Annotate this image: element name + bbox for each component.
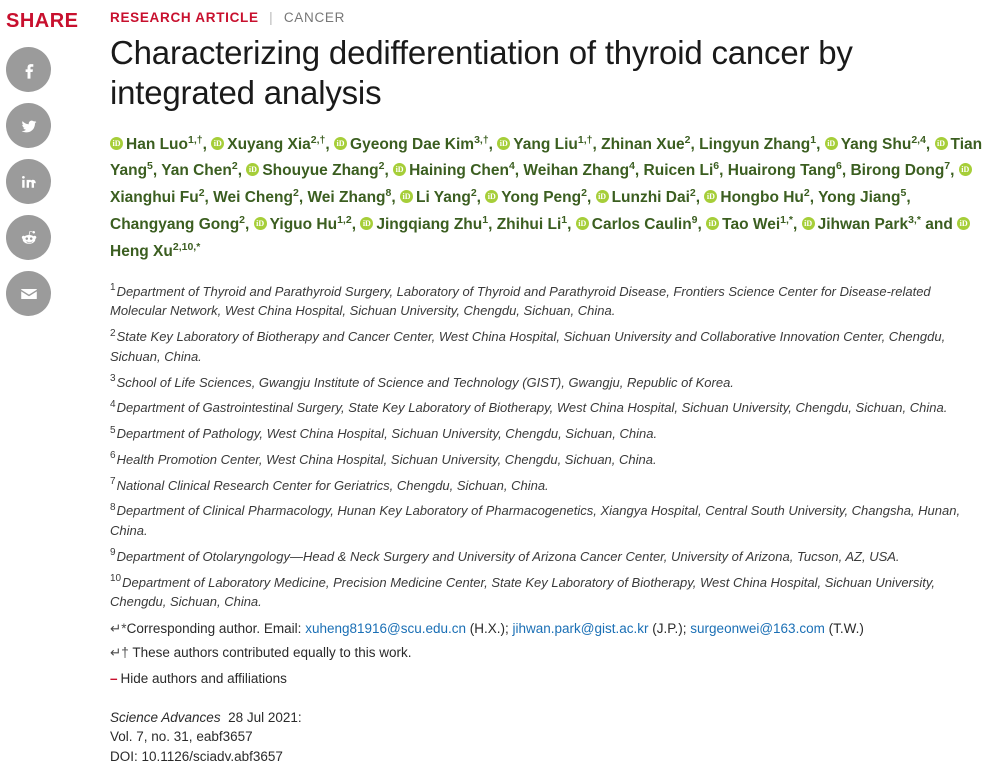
kicker-separator: | — [269, 10, 274, 25]
author-affiliation-marker: 1,† — [577, 133, 593, 146]
author-separator: , — [792, 215, 802, 233]
author-separator: , — [488, 135, 498, 153]
author-name[interactable]: Hongbo Hu — [720, 189, 804, 207]
author-name[interactable]: Changyang Gong — [110, 215, 240, 233]
author-separator: , — [697, 215, 707, 233]
affiliation-number: 7 — [110, 476, 116, 488]
orcid-icon[interactable] — [576, 217, 589, 230]
affiliation-text: Department of Clinical Pharmacology, Hunan Key Laboratory of Pharmacogenetics, Xiangya Hospital, Central South University, Changsha, Hunan, China. — [110, 503, 961, 539]
author-affiliation-marker: 2 — [198, 186, 205, 199]
author-affiliation-marker: 5 — [147, 160, 153, 173]
author-separator: , — [841, 162, 851, 180]
affiliation-item — [110, 547, 988, 567]
author-name[interactable]: Li Yang — [415, 189, 471, 207]
corresponding-emails — [305, 621, 864, 636]
author-name[interactable]: Yan Chen — [161, 162, 232, 180]
orcid-icon[interactable] — [957, 217, 970, 230]
affiliation-number: 10 — [110, 573, 122, 585]
twitter-icon[interactable] — [6, 103, 51, 148]
author-list — [110, 132, 988, 266]
affiliation-number: 1 — [110, 282, 116, 294]
author-name[interactable]: Zhihui Li — [496, 215, 562, 233]
orcid-icon[interactable] — [497, 137, 510, 150]
affiliation-item — [110, 282, 988, 322]
affiliation-text: Department of Pathology, West China Hospital, Sichuan University, Chengdu, Sichuan, China. — [116, 426, 658, 442]
orcid-icon[interactable] — [400, 190, 413, 203]
author-separator: , — [488, 215, 497, 233]
affiliation-item — [110, 573, 988, 613]
affiliation-text: National Clinical Research Center for Geriatrics, Chengdu, Sichuan, China. — [116, 477, 549, 493]
author-separator: , — [237, 162, 247, 180]
share-rail — [0, 0, 96, 316]
author-separator: , — [204, 189, 214, 207]
author-affiliation-marker: 7 — [944, 160, 951, 173]
author-name[interactable]: Zhinan Xue — [601, 135, 685, 153]
author-separator: , — [809, 189, 819, 207]
author-affiliation-marker: 2 — [470, 186, 477, 199]
corresponding-email-initials: (T.W.) — [824, 621, 864, 637]
author-affiliation-marker: 9 — [691, 213, 698, 226]
author-separator: , — [816, 135, 825, 153]
author-separator: , — [634, 162, 644, 180]
author-affiliation-marker: 3,† — [474, 133, 489, 146]
equal-contribution-marker: ↵† — [110, 644, 129, 660]
citation-journal-line — [110, 708, 988, 728]
author-affiliation-marker: 4 — [629, 160, 635, 173]
author-affiliation-marker: 1 — [482, 213, 489, 226]
author-separator: , — [476, 189, 486, 207]
orcid-icon[interactable] — [360, 217, 373, 230]
author-affiliation-marker: 2,10,* — [172, 240, 201, 253]
author-name[interactable]: Yiguo Hu — [269, 215, 338, 233]
author-affiliation-marker: 2 — [581, 186, 587, 199]
corresponding-prefix: Corresponding author. Email: — [126, 621, 306, 637]
orcid-icon[interactable] — [110, 137, 123, 150]
author-name[interactable]: Jingqiang Zhu — [376, 215, 483, 233]
article-topic[interactable]: CANCER — [283, 10, 346, 25]
orcid-icon[interactable] — [596, 190, 609, 203]
author-separator: , — [690, 135, 700, 153]
author-name[interactable]: Gyeong Dae Kim — [350, 135, 475, 153]
author-name[interactable]: Birong Dong — [850, 162, 945, 180]
author-separator: , — [325, 135, 335, 153]
orcid-icon[interactable] — [254, 217, 267, 230]
author-affiliation-marker: 4 — [508, 160, 515, 173]
author-notes — [110, 618, 988, 690]
publication-date: 28 Jul 2021: — [228, 709, 302, 725]
article-kicker — [110, 10, 988, 25]
author-name[interactable]: Jihwan Park — [817, 215, 909, 233]
affiliation-number: 2 — [110, 327, 116, 339]
author-affiliation-marker: 2 — [239, 213, 246, 226]
orcid-icon[interactable] — [706, 217, 719, 230]
author-separator: , — [351, 215, 361, 233]
author-separator: , — [391, 189, 400, 207]
author-separator: , — [202, 135, 212, 153]
corresponding-marker: ↵* — [110, 621, 127, 637]
author-name[interactable]: Wei Cheng — [213, 189, 293, 207]
orcid-icon[interactable] — [393, 163, 406, 176]
author-affiliation-marker: 6 — [835, 160, 842, 173]
facebook-icon[interactable] — [6, 47, 51, 92]
minus-icon: – — [110, 671, 118, 687]
author-separator: , — [514, 162, 524, 180]
citation-doi[interactable]: DOI: 10.1126/sciadv.abf3657 — [110, 748, 283, 764]
affiliation-item — [110, 450, 988, 470]
author-name[interactable]: Lunzhi Dai — [611, 189, 690, 207]
author-name[interactable]: Carlos Caulin — [591, 215, 692, 233]
author-name[interactable]: Xuyang Xia — [227, 135, 311, 153]
article-main — [110, 0, 988, 767]
author-separator: , — [719, 162, 728, 180]
author-separator: , — [906, 189, 911, 207]
author-separator: , — [298, 189, 308, 207]
author-separator: and — [920, 215, 958, 233]
author-separator: , — [567, 215, 576, 233]
equal-contribution-text: These authors contributed equally to this work. — [132, 644, 412, 660]
affiliation-text: Department of Laboratory Medicine, Precision Medicine Center, State Key Laboratory of Biotherapy, West China Hospital, Sichuan University, Chengdu, Sichuan, China. — [110, 574, 936, 610]
email-icon[interactable] — [6, 271, 51, 316]
affiliation-number: 5 — [110, 424, 116, 436]
orcid-icon[interactable] — [246, 163, 259, 176]
affiliation-text: School of Life Sciences, Gwangju Institute of Science and Technology (GIST), Gwangju, Republic of Korea. — [116, 374, 734, 390]
affiliation-text: Department of Otolaryngology—Head & Neck Surgery and University of Arizona Cancer Center, University of Arizona, Tucson, AZ, USA. — [116, 548, 900, 564]
author-affiliation-marker: 2 — [689, 186, 696, 199]
author-name[interactable]: Yang Shu — [840, 135, 912, 153]
author-name[interactable]: Yang Liu — [513, 135, 578, 153]
journal-name: Science Advances — [110, 709, 221, 725]
affiliation-list — [110, 282, 988, 613]
affiliation-item — [110, 476, 988, 496]
corresponding-email-link[interactable]: surgeonwei@163.com — [690, 621, 825, 637]
orcid-icon[interactable] — [211, 137, 224, 150]
author-affiliation-marker: 6 — [713, 160, 720, 173]
article-type[interactable]: RESEARCH ARTICLE — [110, 10, 259, 25]
author-separator: , — [245, 215, 254, 233]
author-affiliation-marker: 2 — [684, 133, 691, 146]
share-label: SHARE — [6, 10, 79, 32]
author-affiliation-marker: 2 — [292, 186, 299, 199]
author-name[interactable]: Lingyun Zhang — [699, 135, 811, 153]
author-affiliation-marker: 2 — [231, 160, 238, 173]
author-affiliation-marker: 1,2 — [337, 213, 352, 226]
author-separator: , — [384, 162, 394, 180]
author-name[interactable]: Weihan Zhang — [523, 162, 630, 180]
affiliation-item — [110, 373, 988, 393]
author-separator: , — [152, 162, 162, 180]
linkedin-icon[interactable] — [6, 159, 51, 204]
affiliation-item — [110, 398, 988, 418]
author-affiliation-marker: 2 — [803, 186, 810, 199]
author-affiliation-marker: 1 — [561, 213, 568, 226]
affiliation-number: 4 — [110, 398, 116, 410]
corresponding-email-initials: (J.P.); — [648, 621, 691, 637]
author-name[interactable]: Tao Wei — [722, 215, 781, 233]
orcid-icon[interactable] — [825, 137, 838, 150]
author-affiliation-marker: 5 — [900, 186, 907, 199]
corresponding-email-initials: (H.X.); — [466, 621, 513, 637]
affiliation-number: 6 — [110, 450, 116, 462]
affiliation-item — [110, 327, 988, 367]
affiliation-number: 8 — [110, 501, 116, 513]
orcid-icon[interactable] — [334, 137, 347, 150]
author-name[interactable]: Haining Chen — [409, 162, 509, 180]
affiliation-text: State Key Laboratory of Biotherapy and Cancer Center, West China Hospital, Sichuan University and Collaborative Innovation Center, Chengdu, Sichuan, China. — [110, 329, 946, 364]
equal-contribution-note — [110, 642, 988, 664]
orcid-icon[interactable] — [935, 137, 948, 150]
affiliation-text: Department of Thyroid and Parathyroid Surgery, Laboratory of Thyroid and Parathyroid Disease, Frontiers Science Center for Disease-related Molecular Network, West China Hospital, Sichuan University, Chengdu, Sichuan, China. — [110, 283, 931, 319]
author-affiliation-marker: 1,† — [188, 133, 203, 146]
author-separator: , — [695, 189, 705, 207]
page-title: Characterizing dedifferentiation of thyroid cancer by integrated analysis — [110, 34, 853, 112]
author-affiliation-marker: 1,* — [780, 213, 793, 226]
orcid-icon[interactable] — [802, 217, 815, 230]
share-icon-list — [6, 47, 96, 316]
author-name[interactable]: Wei Zhang — [307, 189, 386, 207]
orcid-icon[interactable] — [704, 190, 717, 203]
author-separator: , — [592, 135, 602, 153]
author-name[interactable]: Han Luo — [126, 135, 188, 153]
author-name[interactable]: Ruicen Li — [643, 162, 714, 180]
author-name[interactable]: Huairong Tang — [727, 162, 836, 180]
orcid-icon[interactable] — [959, 163, 972, 176]
author-affiliation-marker: 2 — [378, 160, 385, 173]
author-name[interactable]: Tian Yang — [110, 135, 983, 180]
author-name[interactable]: Yong Peng — [501, 189, 582, 207]
author-affiliation-marker: 3,* — [908, 213, 921, 226]
affiliation-item — [110, 501, 988, 541]
affiliation-number: 3 — [110, 373, 116, 385]
reddit-icon[interactable] — [6, 215, 51, 260]
affiliation-text: Department of Gastrointestinal Surgery, State Key Laboratory of Biotherapy, West China Hospital, Sichuan University, Chengdu, Sichuan, China. — [116, 400, 948, 416]
author-affiliation-marker: 2,4 — [911, 133, 926, 146]
corresponding-email-link[interactable]: jihwan.park@gist.ac.kr — [512, 621, 649, 637]
citation-block — [110, 708, 988, 767]
hide-authors-label: Hide authors and affiliations — [120, 671, 287, 687]
hide-authors-toggle[interactable] — [110, 668, 988, 690]
author-affiliation-marker: 8 — [385, 186, 392, 199]
author-separator: , — [925, 135, 935, 153]
affiliation-item — [110, 424, 988, 444]
citation-volume: Vol. 7, no. 31, eabf3657 — [110, 729, 253, 745]
affiliation-number: 9 — [110, 547, 116, 559]
author-name[interactable]: Xianghui Fu — [110, 189, 199, 207]
author-affiliation-marker: 2,† — [310, 133, 326, 146]
corresponding-author-note — [110, 618, 988, 640]
author-affiliation-marker: 1 — [810, 133, 817, 146]
author-name[interactable]: Shouyue Zhang — [262, 162, 379, 180]
corresponding-email-link[interactable]: xuheng81916@scu.edu.cn — [305, 621, 467, 637]
orcid-icon[interactable] — [485, 190, 498, 203]
affiliation-text: Health Promotion Center, West China Hospital, Sichuan University, Chengdu, Sichuan, China. — [116, 451, 657, 467]
author-separator: , — [586, 189, 596, 207]
author-name[interactable]: Yong Jiang — [818, 189, 901, 207]
author-name[interactable]: Heng Xu — [110, 242, 173, 260]
author-separator: , — [950, 162, 959, 180]
